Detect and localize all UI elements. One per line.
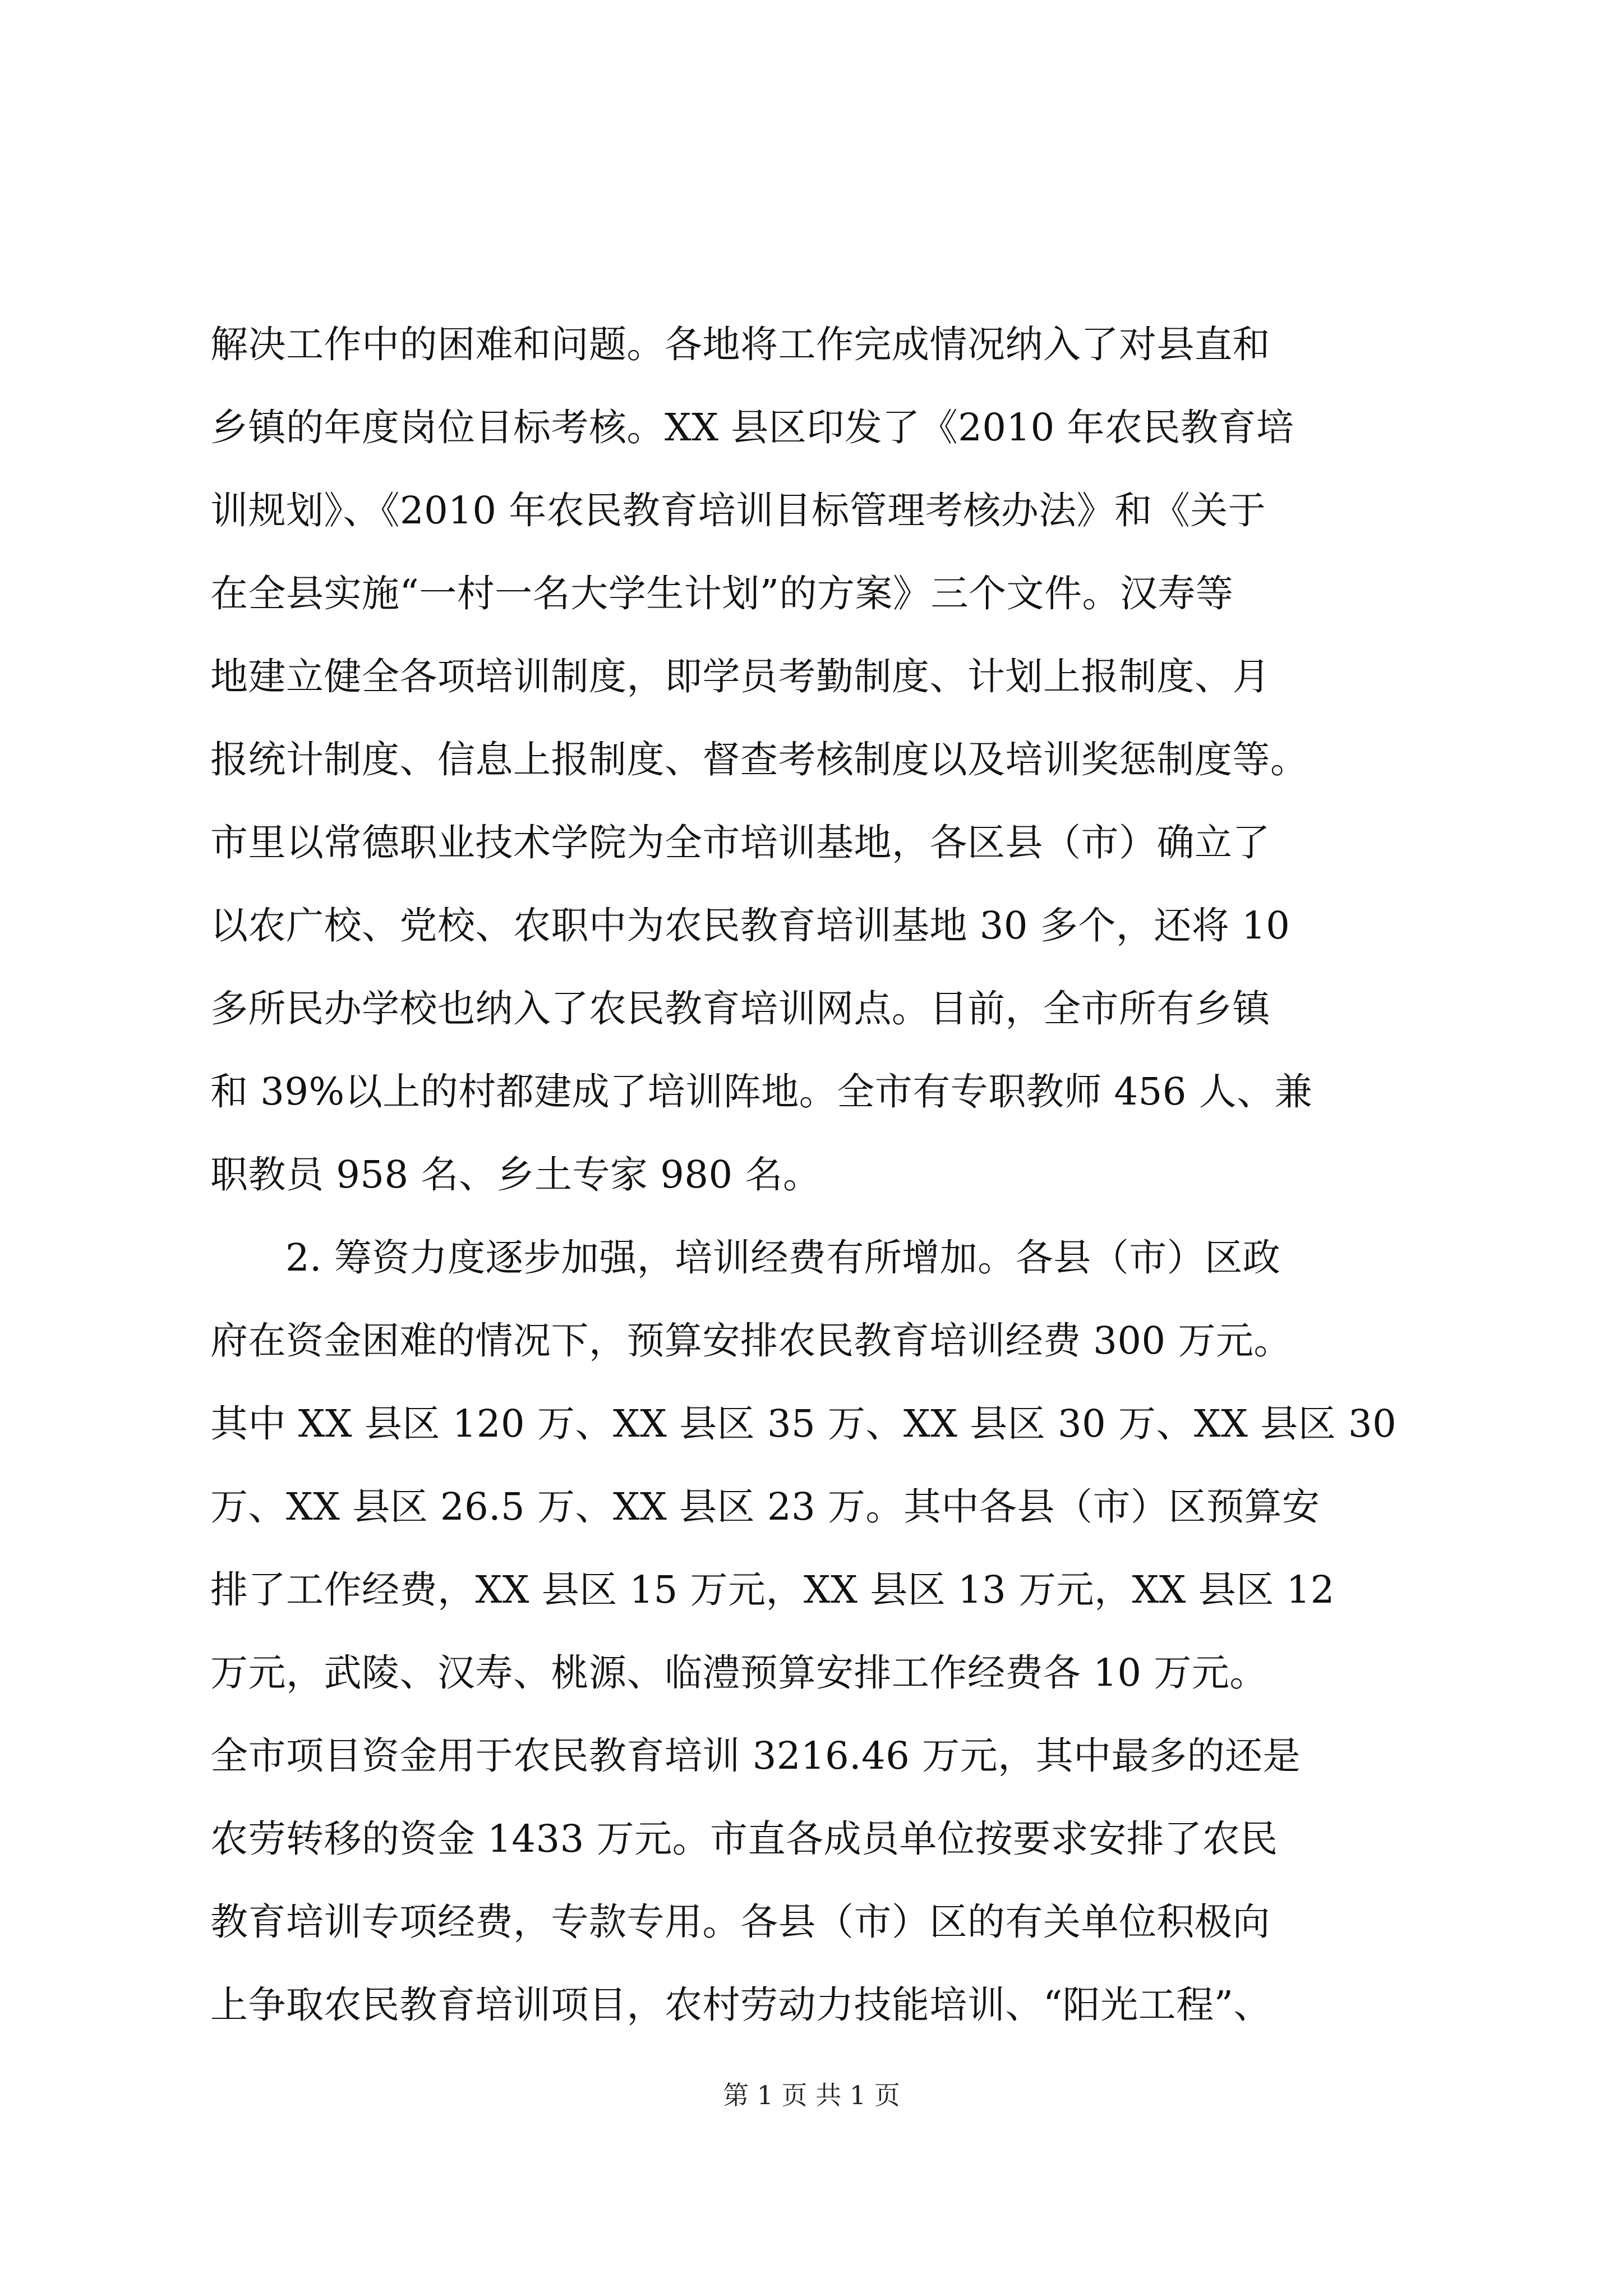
text-line: 农劳转移的资金 1433 万元。市直各成员单位按要求安排了农民 xyxy=(210,1817,1278,1861)
page-footer: 第 1 页 共 1 页 xyxy=(723,2080,900,2110)
text-line: 地建立健全各项培训制度，即学员考勤制度、计划上报制度、月 xyxy=(210,655,1270,698)
text-line: 教育培训专项经费，专款专用。各县（市）区的有关单位积极向 xyxy=(210,1900,1270,1944)
text-line: 在全县实施“一村一名大学生计划”的方案》三个文件。汉寿等 xyxy=(210,572,1234,615)
text-line: 全市项目资金用于农民教育培训 3216.46 万元，其中最多的还是 xyxy=(210,1734,1301,1778)
text-line: 以农广校、党校、农职中为农民教育培训基地 30 多个，还将 10 xyxy=(210,904,1290,947)
text-line: 市里以常德职业技术学院为全市培训基地，各区县（市）确立了 xyxy=(210,821,1270,864)
text-line: 报统计制度、信息上报制度、督查考核制度以及培训奖惩制度等。 xyxy=(210,738,1308,781)
text-line: 训规划》、《2010 年农民教育培训目标管理考核办法》和《关于 xyxy=(210,489,1266,532)
text-line: 多所民办学校也纳入了农民教育培训网点。目前，全市所有乡镇 xyxy=(210,987,1270,1030)
text-line: 万元，武陵、汉寿、桃源、临澧预算安排工作经费各 10 万元。 xyxy=(210,1651,1267,1695)
text-line: 解决工作中的困难和问题。各地将工作完成情况纳入了对县直和 xyxy=(210,323,1270,366)
text-line: 府在资金困难的情况下，预算安排农民教育培训经费 300 万元。 xyxy=(210,1319,1292,1363)
text-line: 和 39%以上的村都建成了培训阵地。全市有专职教师 456 人、兼 xyxy=(210,1070,1313,1114)
paragraph-start-line: 2. 筹资力度逐步加强，培训经费有所增加。各县（市）区政 xyxy=(285,1236,1281,1280)
document-body xyxy=(210,303,1422,2046)
text-line: 乡镇的年度岗位目标考核。XX 县区印发了《2010 年农民教育培 xyxy=(210,406,1294,449)
text-line: 排了工作经费，XX 县区 15 万元，XX 县区 13 万元，XX 县区 12 xyxy=(210,1568,1335,1612)
text-line: 其中 XX 县区 120 万、XX 县区 35 万、XX 县区 30 万、XX 县区 30 xyxy=(210,1402,1397,1446)
text-line: 职教员 958 名、乡土专家 980 名。 xyxy=(210,1153,821,1197)
text-line: 万、XX 县区 26.5 万、XX 县区 23 万。其中各县（市）区预算安 xyxy=(210,1485,1320,1529)
text-line: 上争取农民教育培训项目，农村劳动力技能培训、“阳光工程”、 xyxy=(210,1983,1272,2027)
